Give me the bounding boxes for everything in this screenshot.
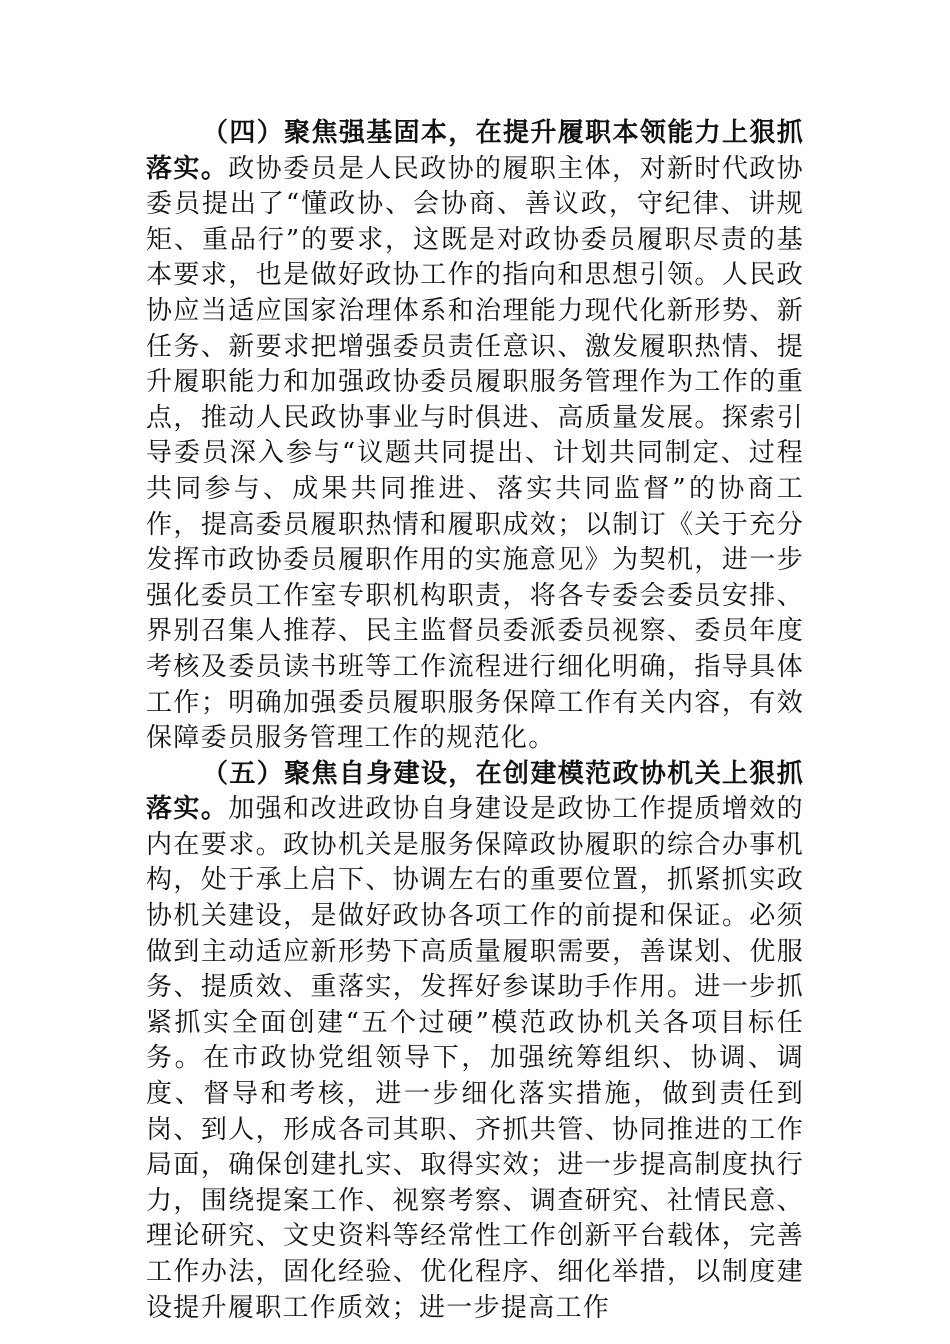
- paragraph-four-body: 政协委员是人民政协的履职主体，对新时代政协委员提出了“懂政协、会协商、善议政，守纪律、讲规矩、重品行”的要求，这既是对政协委员履职尽责的基本要求，也是做好政协工作的指向和思想引领。人民政协应当适应国家治理体系和治理能力现代化新形势、新任务、新要求把增强委员责任意识、激发履职热情、提升履职能力和加强政协委员履职服务管理作为工作的重点，推动人民政协事业与时俱进、高质量发展。探索引导委员深入参与“议题共同提出、计划共同制定、过程共同参与、成果共同推进、落实共同监督”的协商工作，提高委员履职热情和履职成效；以制订《关于充分发挥市政协委员履职作用的实施意见》为契机，进一步强化委员工作室专职机构职责，将各专委会委员安排、界别召集人推荐、民主监督员委派委员视察、委员年度考核及委员读书班等工作流程进行细化明确，指导具体工作；明确加强委员履职服务保障工作有关内容，有效保障委员服务管理工作的规范化。: [146, 153, 804, 754]
- document-page: [146, 116, 804, 1326]
- paragraph-four: [146, 116, 804, 757]
- paragraph-five: [146, 757, 804, 1327]
- paragraph-five-heading: （五）聚焦自身建设，在创建模范政协机关上狠抓落实。: [146, 758, 804, 825]
- paragraph-four-heading: （四）聚焦强基固本，在提升履职本领能力上狠抓落实。: [146, 118, 804, 184]
- paragraph-five-body: 加强和改进政协自身建设是政协工作提质增效的内在要求。政协机关是服务保障政协履职的综合办事机构，处于承上启下、协调左右的重要位置，抓紧抓实政协机关建设，是做好政协各项工作的前提和保证。必须做到主动适应新形势下高质量履职需要，善谋划、优服务、提质效、重落实，发挥好参谋助手作用。进一步抓紧抓实全面创建“五个过硬”模范政协机关各项目标任务。在市政协党组领导下，加强统筹组织、协调、调度、督导和考核，进一步细化落实措施，做到责任到岗、到人，形成各司其职、齐抓共管、协同推进的工作局面，确保创建扎实、取得实效；进一步提高制度执行力，围绕提案工作、视察考察、调查研究、社情民意、理论研究、文史资料等经常性工作创新平台载体，完善工作办法，固化经验、优化程序、细化举措，以制度建设提升履职工作质效；进一步提高工作: [146, 794, 804, 1323]
